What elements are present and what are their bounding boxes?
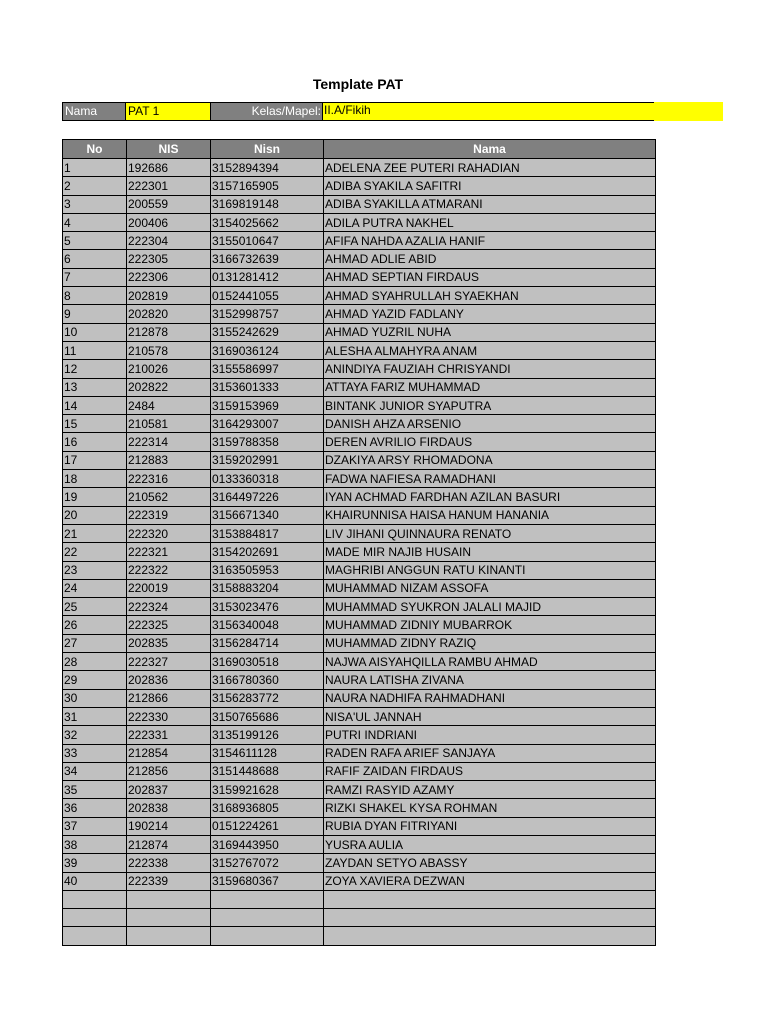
- table-header-row: [63, 140, 656, 159]
- cell-no[interactable]: 25: [63, 598, 127, 616]
- cell-nis[interactable]: [127, 909, 211, 927]
- kelas-mapel-value-cell[interactable]: [323, 102, 723, 121]
- cell-no[interactable]: [63, 909, 127, 927]
- cell-border-bottom: [323, 120, 654, 121]
- table-row: [63, 872, 656, 890]
- cell-no[interactable]: 14: [63, 396, 127, 414]
- cell-nisn[interactable]: 3156340048: [211, 616, 324, 634]
- cell-nama[interactable]: RAFIF ZAIDAN FIRDAUS: [324, 762, 656, 780]
- table-row: [63, 653, 656, 671]
- cell-no[interactable]: 32: [63, 726, 127, 744]
- cell-no[interactable]: 30: [63, 689, 127, 707]
- cell-nis[interactable]: 222314: [127, 433, 211, 451]
- cell-nis[interactable]: 210562: [127, 488, 211, 506]
- table-row: [63, 451, 656, 469]
- cell-nama[interactable]: ATTAYA FARIZ MUHAMMAD: [324, 378, 656, 396]
- cell-nisn[interactable]: 3152998757: [211, 305, 324, 323]
- cell-nis[interactable]: [127, 927, 211, 945]
- cell-nama[interactable]: AHMAD SYAHRULLAH SYAEKHAN: [324, 287, 656, 305]
- table-row: [63, 305, 656, 323]
- cell-nisn[interactable]: 3155586997: [211, 360, 324, 378]
- cell-nama[interactable]: AHMAD YAZID FADLANY: [324, 305, 656, 323]
- table-row: [63, 524, 656, 542]
- cell-nis[interactable]: 202838: [127, 799, 211, 817]
- cell-nama[interactable]: [324, 890, 656, 908]
- cell-nisn[interactable]: 3154611128: [211, 744, 324, 762]
- page-title: Template PAT: [312, 76, 404, 92]
- cell-nis[interactable]: 222301: [127, 177, 211, 195]
- cell-no[interactable]: 38: [63, 835, 127, 853]
- table-row: [63, 195, 656, 213]
- cell-nama[interactable]: MUHAMMAD SYUKRON JALALI MAJID: [324, 598, 656, 616]
- cell-nisn[interactable]: 3159153969: [211, 396, 324, 414]
- kelas-mapel-label: Kelas/Mapel:: [210, 102, 323, 121]
- cell-nis[interactable]: 222322: [127, 561, 211, 579]
- cell-nisn[interactable]: 3154202691: [211, 543, 324, 561]
- table-row: [63, 561, 656, 579]
- cell-no[interactable]: 16: [63, 433, 127, 451]
- cell-no[interactable]: 9: [63, 305, 127, 323]
- cell-nis[interactable]: 222325: [127, 616, 211, 634]
- cell-no[interactable]: 6: [63, 250, 127, 268]
- cell-no[interactable]: 2: [63, 177, 127, 195]
- table-row: [63, 543, 656, 561]
- table-row: [63, 268, 656, 286]
- cell-no[interactable]: 36: [63, 799, 127, 817]
- cell-nis[interactable]: 210578: [127, 341, 211, 359]
- cell-no[interactable]: 33: [63, 744, 127, 762]
- cell-no[interactable]: 24: [63, 579, 127, 597]
- table-row: [63, 415, 656, 433]
- table-row: [63, 634, 656, 652]
- column-header-nis: NIS: [127, 140, 211, 159]
- table-row: [63, 323, 656, 341]
- cell-nisn[interactable]: 3153023476: [211, 598, 324, 616]
- cell-nisn[interactable]: 0151224261: [211, 817, 324, 835]
- cell-nama[interactable]: DANISH AHZA ARSENIO: [324, 415, 656, 433]
- cell-nis[interactable]: 202822: [127, 378, 211, 396]
- cell-nama[interactable]: YUSRA AULIA: [324, 835, 656, 853]
- table-row: [63, 488, 656, 506]
- cell-no[interactable]: 23: [63, 561, 127, 579]
- cell-nis[interactable]: 222316: [127, 470, 211, 488]
- cell-nis[interactable]: 210026: [127, 360, 211, 378]
- cell-nis[interactable]: 212883: [127, 451, 211, 469]
- table-row: [63, 726, 656, 744]
- cell-nisn[interactable]: 3166732639: [211, 250, 324, 268]
- cell-nisn[interactable]: 3152767072: [211, 854, 324, 872]
- cell-nama[interactable]: ADELENA ZEE PUTERI RAHADIAN: [324, 159, 656, 177]
- cell-nama[interactable]: ADILA PUTRA NAKHEL: [324, 213, 656, 231]
- cell-nisn[interactable]: 0133360318: [211, 470, 324, 488]
- table-row: [63, 287, 656, 305]
- cell-nis[interactable]: 222321: [127, 543, 211, 561]
- table-row: [63, 744, 656, 762]
- cell-nisn[interactable]: 3169030518: [211, 653, 324, 671]
- cell-nama[interactable]: RADEN RAFA ARIEF SANJAYA: [324, 744, 656, 762]
- cell-nisn[interactable]: 3159202991: [211, 451, 324, 469]
- cell-no[interactable]: 11: [63, 341, 127, 359]
- cell-nama[interactable]: ADIBA SYAKILLA ATMARANI: [324, 195, 656, 213]
- cell-nisn[interactable]: 3155010647: [211, 232, 324, 250]
- cell-no[interactable]: 37: [63, 817, 127, 835]
- cell-nisn[interactable]: [211, 927, 324, 945]
- cell-nama[interactable]: MADE MIR NAJIB HUSAIN: [324, 543, 656, 561]
- table-row: [63, 762, 656, 780]
- cell-nisn[interactable]: 3159921628: [211, 781, 324, 799]
- cell-nis[interactable]: 212856: [127, 762, 211, 780]
- cell-nis[interactable]: 202820: [127, 305, 211, 323]
- cell-nisn[interactable]: 3159788358: [211, 433, 324, 451]
- cell-no[interactable]: 12: [63, 360, 127, 378]
- table-row: [63, 232, 656, 250]
- cell-border-top: [323, 102, 654, 103]
- table-row: [63, 909, 656, 927]
- cell-nis[interactable]: 212866: [127, 689, 211, 707]
- cell-nisn[interactable]: 3152894394: [211, 159, 324, 177]
- cell-nisn[interactable]: 3135199126: [211, 726, 324, 744]
- cell-nama[interactable]: PUTRI INDRIANI: [324, 726, 656, 744]
- cell-nisn[interactable]: 3169819148: [211, 195, 324, 213]
- cell-nisn[interactable]: 3157165905: [211, 177, 324, 195]
- cell-nis[interactable]: 202835: [127, 634, 211, 652]
- cell-nisn[interactable]: 3169036124: [211, 341, 324, 359]
- cell-nis[interactable]: 222330: [127, 707, 211, 725]
- table-row: [63, 177, 656, 195]
- cell-nisn[interactable]: 3168936805: [211, 799, 324, 817]
- table-row: [63, 579, 656, 597]
- cell-nis[interactable]: 222319: [127, 506, 211, 524]
- cell-nama[interactable]: MAGHRIBI ANGGUN RATU KINANTI: [324, 561, 656, 579]
- cell-nis[interactable]: 190214: [127, 817, 211, 835]
- cell-no[interactable]: 8: [63, 287, 127, 305]
- cell-nis[interactable]: 222327: [127, 653, 211, 671]
- cell-nama[interactable]: RAMZI RASYID AZAMY: [324, 781, 656, 799]
- cell-nama[interactable]: KHAIRUNNISA HAISA HANUM HANANIA: [324, 506, 656, 524]
- cell-nis[interactable]: 202819: [127, 287, 211, 305]
- table-row: [63, 799, 656, 817]
- cell-no[interactable]: 26: [63, 616, 127, 634]
- cell-no[interactable]: 5: [63, 232, 127, 250]
- cell-nama[interactable]: NAURA LATISHA ZIVANA: [324, 671, 656, 689]
- cell-no[interactable]: 7: [63, 268, 127, 286]
- cell-nisn[interactable]: 0131281412: [211, 268, 324, 286]
- cell-nisn[interactable]: 3166780360: [211, 671, 324, 689]
- cell-no[interactable]: 10: [63, 323, 127, 341]
- cell-nama[interactable]: AFIFA NAHDA AZALIA HANIF: [324, 232, 656, 250]
- cell-nisn[interactable]: 3163505953: [211, 561, 324, 579]
- cell-no[interactable]: 35: [63, 781, 127, 799]
- cell-nama[interactable]: AHMAD YUZRIL NUHA: [324, 323, 656, 341]
- cell-nama[interactable]: DEREN AVRILIO FIRDAUS: [324, 433, 656, 451]
- cell-nama[interactable]: LIV JIHANI QUINNAURA RENATO: [324, 524, 656, 542]
- kelas-mapel-value: II.A/Fikih: [324, 103, 371, 117]
- cell-nama[interactable]: [324, 909, 656, 927]
- table-row: [63, 781, 656, 799]
- cell-nama[interactable]: ZOYA XAVIERA DEZWAN: [324, 872, 656, 890]
- cell-no[interactable]: 34: [63, 762, 127, 780]
- cell-nisn[interactable]: [211, 909, 324, 927]
- table-row: [63, 396, 656, 414]
- nama-value-cell[interactable]: PAT 1: [126, 102, 210, 121]
- table-row: [63, 433, 656, 451]
- cell-no[interactable]: 19: [63, 488, 127, 506]
- cell-nis[interactable]: 222305: [127, 250, 211, 268]
- cell-nis[interactable]: 222304: [127, 232, 211, 250]
- cell-no[interactable]: 31: [63, 707, 127, 725]
- header-info-row: [62, 102, 723, 121]
- cell-no[interactable]: 1: [63, 159, 127, 177]
- cell-nama[interactable]: NAJWA AISYAHQILLA RAMBU AHMAD: [324, 653, 656, 671]
- cell-nisn[interactable]: 3153601333: [211, 378, 324, 396]
- cell-nama[interactable]: BINTANK JUNIOR SYAPUTRA: [324, 396, 656, 414]
- table-row: [63, 506, 656, 524]
- cell-no[interactable]: 20: [63, 506, 127, 524]
- cell-no[interactable]: 17: [63, 451, 127, 469]
- cell-nama[interactable]: AHMAD ADLIE ABID: [324, 250, 656, 268]
- cell-no[interactable]: 18: [63, 470, 127, 488]
- cell-nis[interactable]: 222306: [127, 268, 211, 286]
- cell-nama[interactable]: DZAKIYA ARSY RHOMADONA: [324, 451, 656, 469]
- cell-nama[interactable]: RUBIA DYAN FITRIYANI: [324, 817, 656, 835]
- column-header-nama: Nama: [324, 140, 656, 159]
- cell-nama[interactable]: IYAN ACHMAD FARDHAN AZILAN BASURI: [324, 488, 656, 506]
- cell-nis[interactable]: 202837: [127, 781, 211, 799]
- cell-nis[interactable]: 212854: [127, 744, 211, 762]
- cell-nis[interactable]: 200406: [127, 213, 211, 231]
- cell-nama[interactable]: ADIBA SYAKILA SAFITRI: [324, 177, 656, 195]
- cell-nama[interactable]: MUHAMMAD ZIDNY RAZIQ: [324, 634, 656, 652]
- cell-nama[interactable]: ZAYDAN SETYO ABASSY: [324, 854, 656, 872]
- nama-label: Nama: [62, 102, 126, 121]
- cell-nisn[interactable]: 3154025662: [211, 213, 324, 231]
- cell-nisn[interactable]: 0152441055: [211, 287, 324, 305]
- cell-nisn[interactable]: 3150765686: [211, 707, 324, 725]
- cell-nisn[interactable]: 3156283772: [211, 689, 324, 707]
- cell-nama[interactable]: NAURA NADHIFA RAHMADHANI: [324, 689, 656, 707]
- cell-no[interactable]: 22: [63, 543, 127, 561]
- cell-nama[interactable]: AHMAD SEPTIAN FIRDAUS: [324, 268, 656, 286]
- cell-nis[interactable]: 212874: [127, 835, 211, 853]
- table-row: [63, 927, 656, 945]
- cell-no[interactable]: [63, 927, 127, 945]
- table-row: [63, 159, 656, 177]
- cell-no[interactable]: [63, 890, 127, 908]
- cell-no[interactable]: 28: [63, 653, 127, 671]
- cell-nis[interactable]: 220019: [127, 579, 211, 597]
- cell-nis[interactable]: 222338: [127, 854, 211, 872]
- cell-nis[interactable]: 192686: [127, 159, 211, 177]
- table-row: [63, 689, 656, 707]
- cell-nama[interactable]: FADWA NAFIESA RAMADHANI: [324, 470, 656, 488]
- cell-nisn[interactable]: 3164497226: [211, 488, 324, 506]
- cell-nama[interactable]: ANINDIYA FAUZIAH CHRISYANDI: [324, 360, 656, 378]
- cell-nisn[interactable]: 3153884817: [211, 524, 324, 542]
- table-row: [63, 341, 656, 359]
- cell-nisn[interactable]: 3159680367: [211, 872, 324, 890]
- cell-nisn[interactable]: 3156284714: [211, 634, 324, 652]
- cell-nisn[interactable]: 3155242629: [211, 323, 324, 341]
- table-row: [63, 616, 656, 634]
- cell-no[interactable]: 27: [63, 634, 127, 652]
- table-row: [63, 598, 656, 616]
- cell-no[interactable]: 15: [63, 415, 127, 433]
- cell-nama[interactable]: NISA'UL JANNAH: [324, 707, 656, 725]
- table-row: [63, 890, 656, 908]
- table-row: [63, 854, 656, 872]
- table-body: [63, 159, 656, 946]
- table-row: [63, 378, 656, 396]
- table-row: [63, 213, 656, 231]
- cell-nis[interactable]: 212878: [127, 323, 211, 341]
- cell-nisn[interactable]: [211, 890, 324, 908]
- cell-no[interactable]: 3: [63, 195, 127, 213]
- column-header-no: No: [63, 140, 127, 159]
- cell-no[interactable]: 40: [63, 872, 127, 890]
- student-roster-table: [62, 139, 656, 946]
- cell-nama[interactable]: ALESHA ALMAHYRA ANAM: [324, 341, 656, 359]
- table-row: [63, 817, 656, 835]
- cell-nisn[interactable]: 3151448688: [211, 762, 324, 780]
- column-header-nisn: Nisn: [211, 140, 324, 159]
- cell-nama[interactable]: MUHAMMAD NIZAM ASSOFA: [324, 579, 656, 597]
- cell-nama[interactable]: MUHAMMAD ZIDNIY MUBARROK: [324, 616, 656, 634]
- cell-nisn[interactable]: 3169443950: [211, 835, 324, 853]
- cell-nis[interactable]: 222320: [127, 524, 211, 542]
- cell-nama[interactable]: [324, 927, 656, 945]
- cell-nis[interactable]: 200559: [127, 195, 211, 213]
- table-row: [63, 671, 656, 689]
- cell-nis[interactable]: 2484: [127, 396, 211, 414]
- cell-no[interactable]: 39: [63, 854, 127, 872]
- cell-nisn[interactable]: 3164293007: [211, 415, 324, 433]
- cell-nis[interactable]: 222324: [127, 598, 211, 616]
- cell-nis[interactable]: 222331: [127, 726, 211, 744]
- table-row: [63, 360, 656, 378]
- table-row: [63, 835, 656, 853]
- table-row: [63, 707, 656, 725]
- cell-nis[interactable]: [127, 890, 211, 908]
- cell-nisn[interactable]: 3158883204: [211, 579, 324, 597]
- cell-nis[interactable]: 222339: [127, 872, 211, 890]
- cell-nis[interactable]: 202836: [127, 671, 211, 689]
- table-row: [63, 250, 656, 268]
- cell-no[interactable]: 4: [63, 213, 127, 231]
- cell-no[interactable]: 13: [63, 378, 127, 396]
- cell-nisn[interactable]: 3156671340: [211, 506, 324, 524]
- cell-no[interactable]: 21: [63, 524, 127, 542]
- cell-nama[interactable]: RIZKI SHAKEL KYSA ROHMAN: [324, 799, 656, 817]
- cell-no[interactable]: 29: [63, 671, 127, 689]
- cell-nis[interactable]: 210581: [127, 415, 211, 433]
- table-row: [63, 470, 656, 488]
